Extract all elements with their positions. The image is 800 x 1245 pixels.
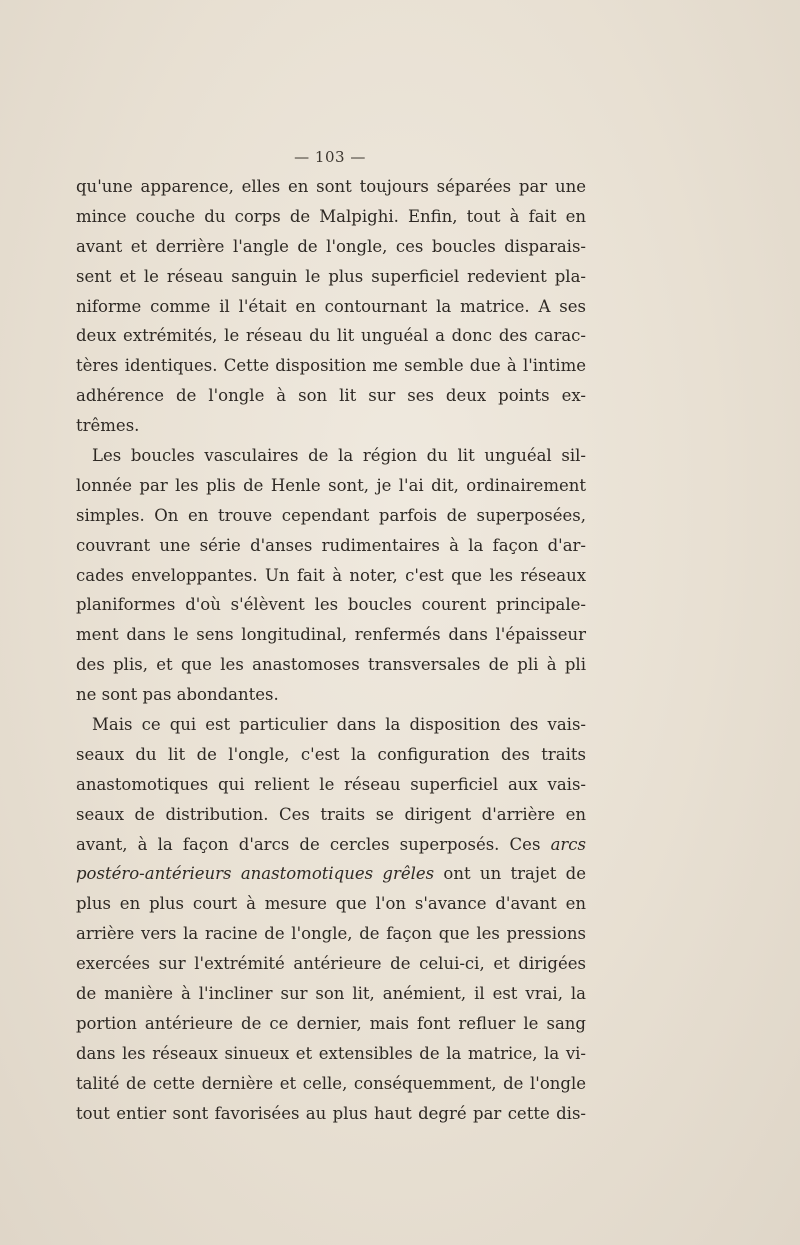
text-line: deux extrémités, le réseau du lit unguéal a donc des carac- <box>76 326 586 346</box>
page-number: — 103 — <box>294 148 366 166</box>
text-line: niforme comme il l'était en contournant la matrice. A ses <box>76 296 586 316</box>
text-line: simples. On en trouve cependant parfois de superposées, <box>76 505 586 525</box>
body-text <box>76 172 586 1129</box>
text-line: Mais ce qui est particulier dans la disposition des vais- <box>92 715 586 735</box>
text-line: tères identiques. Cette disposition me semble due à l'intime <box>76 356 586 376</box>
text-line: couvrant une série d'anses rudimentaires à la façon d'ar- <box>76 535 586 555</box>
text-line: seaux de distribution. Ces traits se dirigent d'arrière en <box>76 804 586 824</box>
text-line: Les boucles vasculaires de la région du lit unguéal sil- <box>92 446 586 466</box>
text-line: avant et derrière l'angle de l'ongle, ces boucles disparais- <box>76 236 586 256</box>
text-line: lonnée par les plis de Henle sont, je l'ai dit, ordinairement <box>76 475 586 495</box>
text-line: des plis, et que les anastomoses transversales de pli à pli <box>76 655 586 675</box>
text-line: adhérence de l'ongle à son lit sur ses deux points ex- <box>76 386 586 406</box>
text-line: portion antérieure de ce dernier, mais font refluer le sang <box>76 1013 586 1033</box>
text-line: dans les réseaux sinueux et extensibles de la matrice, la vi- <box>76 1043 586 1063</box>
text-line: trêmes. <box>76 416 140 436</box>
text-line: cades enveloppantes. Un fait à noter, c'est que les réseaux <box>76 565 586 585</box>
text-line: sent et le réseau sanguin le plus superficiel redevient pla- <box>76 266 586 286</box>
text-line: mince couche du corps de Malpighi. Enfin, tout à fait en <box>76 206 586 226</box>
text-line: postéro-antérieurs anastomotiques grêles ont un trajet de <box>76 864 587 884</box>
text-line: tout entier sont favorisées au plus haut degré par cette dis- <box>76 1103 586 1123</box>
text-line: de manière à l'incliner sur son lit, anémient, il est vrai, la <box>76 984 586 1004</box>
text-line: qu'une apparence, elles en sont toujours séparées par une <box>76 177 586 196</box>
text-line: planiformes d'où s'élèvent les boucles courent principale- <box>76 595 586 615</box>
text-line: talité de cette dernière et celle, conséquemment, de l'ongle <box>76 1073 586 1093</box>
text-line: exercées sur l'extrémité antérieure de celui-ci, et dirigées <box>76 954 586 974</box>
text-line: anastomotiques qui relient le réseau superficiel aux vais- <box>76 774 586 794</box>
text-line: plus en plus court à mesure que l'on s'avance d'avant en <box>76 894 586 914</box>
text-line: ne sont pas abondantes. <box>76 685 279 705</box>
text-line: arrière vers la racine de l'ongle, de façon que les pressions <box>76 924 586 944</box>
text-line: seaux du lit de l'ongle, c'est la configuration des traits <box>76 744 586 764</box>
text-line: ment dans le sens longitudinal, renfermés dans l'épaisseur <box>76 625 586 645</box>
text-line: avant, à la façon d'arcs de cercles superposés. Ces arcs <box>76 834 586 854</box>
